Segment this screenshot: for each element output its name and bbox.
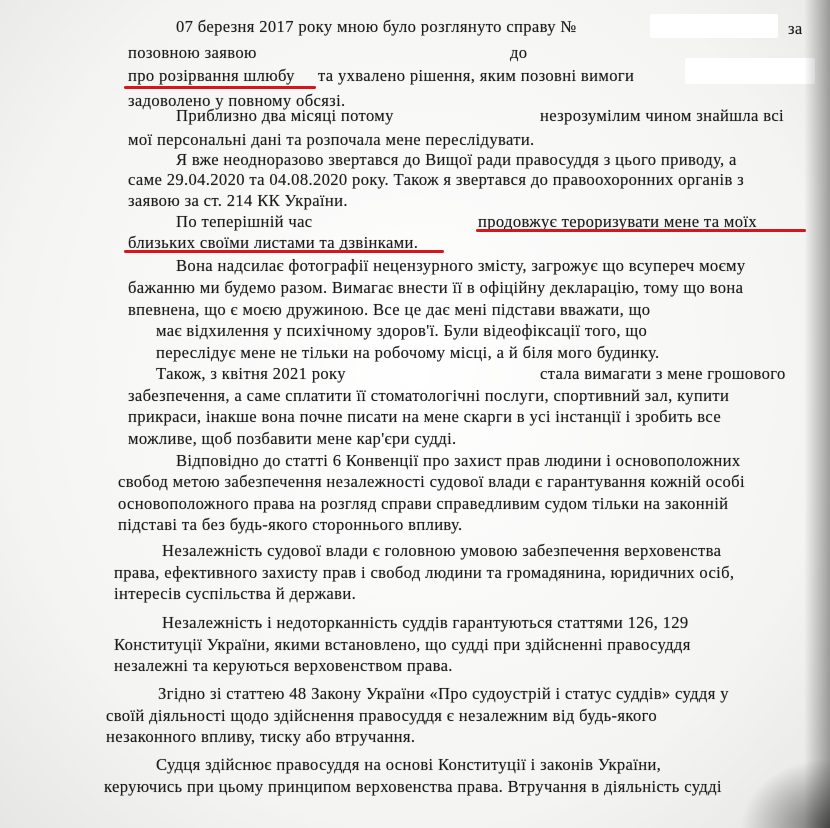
text-line-1: 07 березня 2017 року мною було розглянуто справу № bbox=[176, 17, 577, 36]
red-underline-relatives bbox=[124, 250, 444, 253]
text-line-23: основоположного права на розгляд справи справедливим судом тільки на законній bbox=[118, 494, 729, 513]
text-line-13: бажанню ми будемо разом. Вимагає внести її в офіційну декларацію, тому що вона bbox=[128, 278, 744, 297]
text-line-3-highlighted: про розірвання шлюбу bbox=[128, 66, 295, 85]
text-line-31: Згідно зі статтею 48 Закону України «Про судоустрій і статус суддів» суддя у bbox=[158, 684, 729, 703]
text-line-10: По теперішній час bbox=[176, 212, 313, 231]
text-line-34: Судця здійснює правосуддя на основі Конституції і законів України, bbox=[156, 755, 662, 774]
text-line-32: своїй діяльності щодо здійснення правосуддя є незалежним від будь-якого bbox=[106, 706, 658, 725]
red-underline-divorce bbox=[124, 86, 316, 89]
text-line-8: саме 29.04.2020 та 04.08.2020 року. Також я звертався до правоохоронних органів з bbox=[128, 170, 745, 189]
text-line-7: Я вже неодноразово звертався до Вищої ради правосуддя з цього приводу, а bbox=[176, 150, 737, 169]
text-line-3: та ухвалено рішення, яким позовні вимоги bbox=[318, 66, 635, 85]
scan-edge-shadow bbox=[804, 0, 830, 828]
text-line-21: Відповідно до статті 6 Конвенції про захист прав людини і основоположних bbox=[176, 451, 741, 470]
text-line-27: інтересів суспільства й держави. bbox=[114, 584, 357, 603]
red-underline-terrorize bbox=[476, 229, 806, 232]
redaction-case-number bbox=[650, 14, 778, 38]
text-line-24: підставі та без будь-якого стороннього впливу. bbox=[118, 515, 463, 534]
text-line-28: Незалежність і недоторканність суддів гарантуються статтями 126, 129 bbox=[162, 613, 689, 632]
text-line-5: Приблизно два місяці потому bbox=[176, 106, 394, 125]
text-line-5-end: незрозумілим чином знайшла всі bbox=[540, 106, 785, 125]
text-line-17: Також, з квітня 2021 року bbox=[156, 364, 346, 383]
scan-corner-shadow bbox=[740, 758, 830, 828]
text-line-33: незаконного впливу, тиску або втручання. bbox=[106, 727, 416, 746]
text-line-16: переслідує мене не тільки на робочому місці, а й біля мого будинку. bbox=[156, 343, 660, 362]
text-line-17-end: стала вимагати з мене грошового bbox=[540, 364, 786, 383]
text-line-25: Незалежність судової влади є головною умовою забезпечення верховенства bbox=[162, 541, 722, 560]
text-line-4: задоволено у повному обсязі. bbox=[128, 91, 346, 110]
text-line-12: Вона надсилає фотографії нецензурного змісту, загрожує що всупереч моєму bbox=[176, 256, 746, 275]
text-line-26: права, ефективного захисту прав і свобод людини та громадянина, юридичних осіб, bbox=[114, 563, 735, 582]
redaction-line-3 bbox=[685, 58, 815, 84]
text-line-18: забезпечення, а саме сплатити її стоматологічні послуги, спортивний зал, купити bbox=[128, 386, 730, 405]
text-line-15: має відхилення у психічному здоров'ї. Були відеофіксації того, що bbox=[156, 321, 648, 340]
text-line-30: незалежні та керуються верховенством права. bbox=[114, 656, 453, 675]
text-line-10-highlighted: продовжує тероризувати мене та моїх bbox=[478, 212, 758, 231]
text-line-9: заявою за ст. 214 КК України. bbox=[128, 191, 348, 210]
text-line-29: Конституції України, якими встановлено, що судді при здійсненні правосуддя bbox=[114, 635, 691, 654]
text-line-35: керуючись при цьому принципом верховенства права. Втручання в діяльність судді bbox=[104, 777, 722, 796]
text-line-1-end: за bbox=[788, 19, 803, 38]
text-line-14: впевнена, що є моєю дружиною. Все це дає мені підстави вважати, що bbox=[128, 300, 651, 319]
text-line-19: прикраси, інакше вона почне писати на мене скарги в усі інстанції і зробить все bbox=[128, 407, 722, 426]
text-line-11-highlighted: близьких своїми листами та дзвінками. bbox=[128, 233, 419, 252]
text-line-2: позовною заявою bbox=[128, 43, 257, 62]
text-line-22: свобод метою забезпечення незалежності судової влади є гарантування кожній особі bbox=[118, 472, 745, 491]
text-line-2-end: до bbox=[510, 43, 528, 62]
text-line-20: можливе, щоб позбавити мене кар'єри судді. bbox=[128, 429, 457, 448]
text-line-6: мої персональні дані та розпочала мене переслідувати. bbox=[128, 130, 535, 149]
